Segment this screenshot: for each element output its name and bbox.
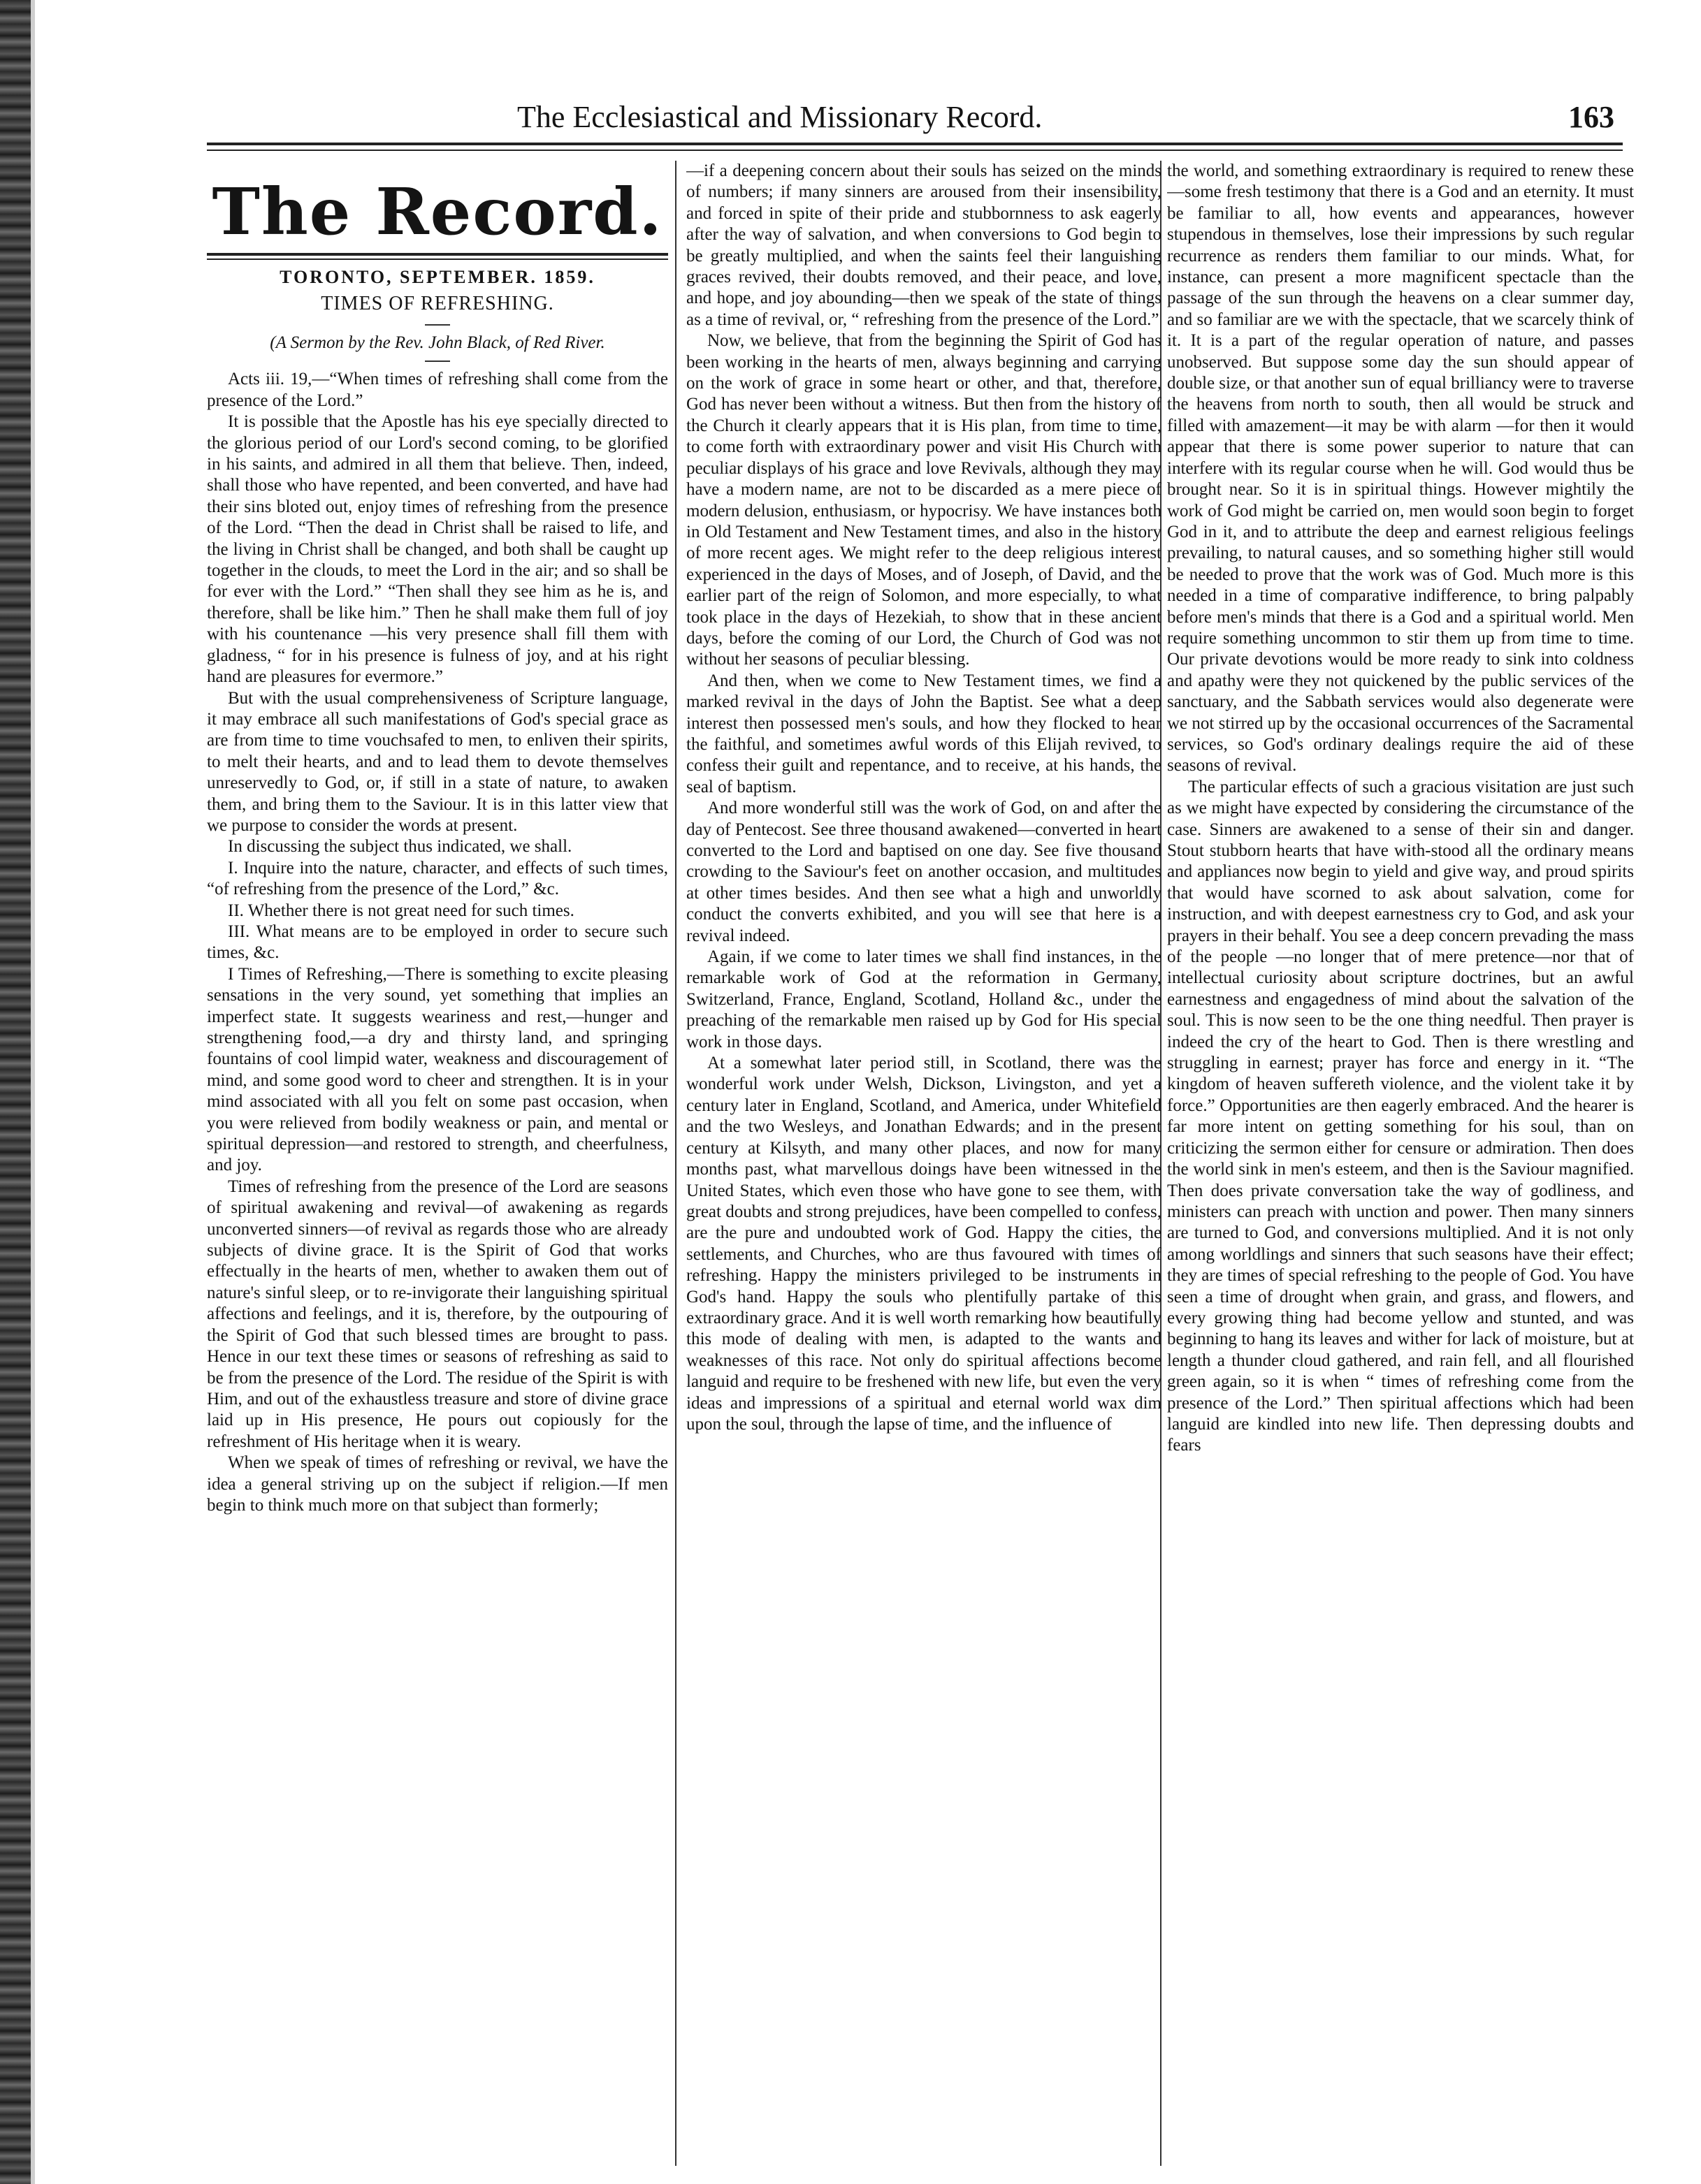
paragraph: Acts iii. 19,—“When times of refreshing shall come from the presence of the Lord.” xyxy=(207,370,668,410)
masthead-title: The Record. xyxy=(212,174,663,249)
paragraph: the world, and something extraordinary is required to renew these—some fresh testimony that there is a God and an eternity. It must be familiar to all, how events and appearances, however stupendous in themselves, lose their impressions by such regular recurrence as renders them familiar to our minds. What, for instance, can present a more magnificent spectacle than the passage of the sun through the heavens on a clear summer day, and so familiar are we with the spectacle, that we scarcely think of it. It is a part of the regular operation of nature, and passes unobserved. But suppose some day the sun should appear of double size, or that another sun of equal brilliancy were to traverse the heavens from north to south, then all would be struck and filled with amazement—it may be with alarm —for then it would appear that there is some power superior to nature that can interfere with its regular course when he will. God would thus be brought near. So it is in spiritual things. However mightily the work of God might be carried on, men would soon begin to forget God in it, and to attribute the deep and earnest religious feelings prevailing, to natural causes, and so something higher still would be needed to prove that the work was of God. Much more is this needed in a time of comparative indifference, to bring palpably before men's minds that there is a God and a spiritual world. Men require something uncommon to stir them up from time to time. Our private devotions would be more ready to sink into coldness and apathy were they not quickened by the public services of the sanctuary, and the Sabbath services would also degenerate were we not stirred up by the occasional occurrences of the Sacramental services, so God's ordinary dealings require the aid of these seasons of revival. xyxy=(1167,161,1634,776)
paragraph: —if a deepening concern about their souls has seized on the minds of numbers; if many sinners are aroused from their insensibility, and forced in spite of their pride and stubbornness to ask eagerly after the way of salvation, and when conversions to God begin to be greatly multiplied, and when the saints feel their languishing graces revived, their doubts removed, and their peace, and love, and hope, and joy abounding—then we speak of the state of things as a time of revival, or, “ refreshing from the presence of the Lord.” xyxy=(686,161,1161,329)
paragraph: But with the usual comprehensiveness of Scripture language, it may embrace all such manifestations of God's special grace as are from time to time vouchsafed to men, to enliven their spirits, to melt their hearts, and and to lead them to devote themselves unreservedly to God, or, if still in a state of nature, to awaken them, and bring them to the Saviour. It is in this latter view that we purpose to consider the words at present. xyxy=(207,688,668,835)
binding-edge xyxy=(31,0,35,2184)
paragraph: II. Whether there is not great need for such times. xyxy=(228,901,574,920)
header-rule xyxy=(207,143,1623,145)
paragraph: And then, when we come to New Testament times, we find a marked revival in the days of John the Baptist. See what a deep interest then possessed men's souls, and how they flocked to hear the faithful, and sometimes awful words of this Elijah revived, to confess their guilt and repentance, and to receive, at his hands, the seal of baptism. xyxy=(686,671,1161,796)
column-1 xyxy=(207,161,668,2166)
page-number: 163 xyxy=(1568,100,1614,134)
paragraph: And more wonderful still was the work of God, on and after the day of Pentecost. See three thousand awakened—converted in heart converted to the Lord and baptised on one day. See five thousand crowding to the Saviour's feet on another occasion, and multitudes at other times besides. And then see what a high and unworldly conduct the converts exhibited, and you will see that here is a revival indeed. xyxy=(686,799,1161,945)
running-title: The Ecclesiastical and Missionary Record. xyxy=(517,100,1043,134)
paragraph: At a somewhat later period still, in Scotland, there was the wonderful work under Welsh, Dickson, Livingston, and yet a century later in England, Scotland, and America, under Whitefield and the two Wesleys, and Jonathan Edwards; and in the present century at Kilsyth, and many other places, and now for many months past, what marvellous doings have been witnessed in the United States, which even those who have gone to see them, with great doubts and strong prejudices, have been compelled to confess, are the pure and undoubted work of God. Happy the cities, the settlements, and Churches, who are thus favoured with times of refreshing. Happy the ministers privileged to be instruments in God's hand. Happy the souls who plentifully partake of this extraordinary grace. And it is well worth remarking how beautifully this mode of dealing with men, is adapted to the wants and weaknesses of this race. Not only do spiritual affections become languid and require to be freshened with new life, but even the very ideas and impressions of a spiritual and eternal world wax dim upon the soul, through the lapse of time, and the influence of xyxy=(686,1054,1161,1434)
paragraph: When we speak of times of refreshing or revival, we have the idea a general striving up on the subject if religion.—If men begin to think much more on that subject than formerly; xyxy=(207,1453,668,1515)
paragraph: I Times of Refreshing,—There is something to excite pleasing sensations in the very sound, yet something that implies an imperfect state. It suggests weariness and rest,—hunger and strengthening food,—a dry and thirsty land, and springing fountains of cool limpid water, weakness and discouragement of mind, and some good word to cheer and strengthen. It is in your mind associated with all you felt on some past occasion, when you were relieved from bodily weakness or pain, and mental or spiritual depression—and restored to strength, and cheerfulness, and joy. xyxy=(207,964,668,1175)
masthead-rule-thin xyxy=(207,259,668,260)
article-title: TIMES OF REFRESHING. xyxy=(321,293,554,314)
short-rule xyxy=(425,361,450,362)
column-3 xyxy=(1167,161,1634,2166)
dateline: TORONTO, SEPTEMBER. 1859. xyxy=(280,267,595,287)
paragraph: Again, if we come to later times we shall find instances, in the remarkable work of God at the reformation in Germany, Switzerland, France, England, Scotland, Holland &c., under the preaching of the remarkable men raised up by God for His special work in those days. xyxy=(686,947,1161,1051)
paragraph: I. Inquire into the nature, character, and effects of such times, “of refreshing from the presence of the Lord,” &c. xyxy=(207,858,668,899)
paragraph: Now, we believe, that from the beginning the Spirit of God has been working in the hearts of men, always beginning and carrying on the work of grace in some heart or other, and that, therefore, God has never been without a witness. But then from the history of the Church it clearly appears that it is His plan, from time to time, to come forth with extraordinary power and visit His Church with peculiar displays of his grace and love Revivals, although they may have a modern name, are not to be discarded as a mere piece of modern delusion, enthusiasm, or hypocrisy. We have instances both in Old Testament and New Testament times, and also in the history of more recent ages. We might refer to the deep religious interest experienced in the days of Moses, and of Joseph, of David, and the earlier part of the reign of Solomon, and more especially, to what took place in the days of Hezekiah, to show that in these ancient days, before the coming of our Lord, the Church of God was not without her seasons of peculiar blessing. xyxy=(686,331,1161,669)
header-rule-thin xyxy=(207,150,1623,151)
column-divider xyxy=(675,161,676,2166)
binding-gutter xyxy=(0,0,31,2184)
paragraph: Times of refreshing from the presence of the Lord are seasons of spiritual awakening and revival—of awakening as regards unconverted sinners—of revival as regards those who are already subjects of divine grace. It is the Spirit of God that works effectually in the hearts of men, whether to awaken them out of nature's sinful sleep, or to re-invigorate their languishing spiritual affections and feelings, and it is, therefore, by the outpouring of the Spirit of God that such blessed times are brought to pass. Hence in our text these times or seasons of refreshing as said to be from the presence of the Lord. The residue of the Spirit is with Him, and out of the exhaustless treasure and store of divine grace laid up in His presence, He pours out copiously for the refreshment of His heritage when it is weary. xyxy=(207,1177,668,1451)
paragraph: In discussing the subject thus indicated, we shall. xyxy=(228,837,572,857)
masthead-rule xyxy=(207,253,668,256)
paragraph: It is possible that the Apostle has his eye specially directed to the glorious period of our Lord's second coming, to be glorified in his saints, and admired in all them that believe. Then, indeed, shall those who have repented, and been converted, and have had their sins bloted out, enjoy times of refreshing from the presence of the Lord. “Then the dead in Christ shall be raised to life, and the living in Christ shall be changed, and both shall be caught up together in the clouds, to meet the Lord in the air; and so shall be for ever with the Lord.” “Then shall they see him as he is, and therefore, shall be like him.” Then he shall make them full of joy with his countenance —his very presence shall fill them with gladness, “ for in his presence is fulness of joy, and at his right hand are pleasures for evermore.” xyxy=(207,412,668,687)
paragraph: The particular effects of such a gracious visitation are just such as we might have expected by considering the circumstance of the case. Sinners are awakened to a sense of their sin and danger. Stout stubborn hearts that have with-stood all the ordinary means and appliances now begin to yield and give way, and proud spirits that would have scorned to ask about salvation, come for instruction, and with deepest earnestness cry to God, and ask your prayers in their behalf. You see a deep concern prevading the mass of the people —no longer that of mere pretence—nor that of intellectual curiosity about scripture doctrines, but an awful earnestness and engagedness of mind about the salvation of the soul. This is now seen to be the one thing needful. Then prayer is indeed the cry of the heart to God. Then is there wrestling and struggling in earnest; prayer has force and energy in it. “The kingdom of heaven suffereth violence, and the violent take it by force.” Opportunities are then eagerly embraced. And the hearer is far more intent on getting something for his soul, than on criticizing the sermon either for censure or admiration. Then does the world sink in men's esteem, and then is the Saviour magnified. Then does private conversation take the way of godliness, and ministers can preach with unction and power. Then many sinners are turned to God, and conversions multiplied. And it is not only among worldlings and sinners that such seasons have their effect; they are times of special refreshing to the people of God. You have seen a time of drought when grain, and grass, and flowers, and every growing thing had become yellow and stunted, and was beginning to hang its leaves and wither for lack of moisture, but at length a thunder cloud gathered, and rain fell, and all flourished green again, so it is when “ times of refreshing come from the presence of the Lord.” Then spiritual affections which had been languid are kindled into new life. Then depressing doubts and fears xyxy=(1167,777,1634,1455)
byline: (A Sermon by the Rev. John Black, of Red River. xyxy=(270,333,605,352)
column-2 xyxy=(686,161,1161,2166)
paragraph: III. What means are to be employed in order to secure such times, &c. xyxy=(207,922,668,963)
short-rule xyxy=(425,324,450,326)
